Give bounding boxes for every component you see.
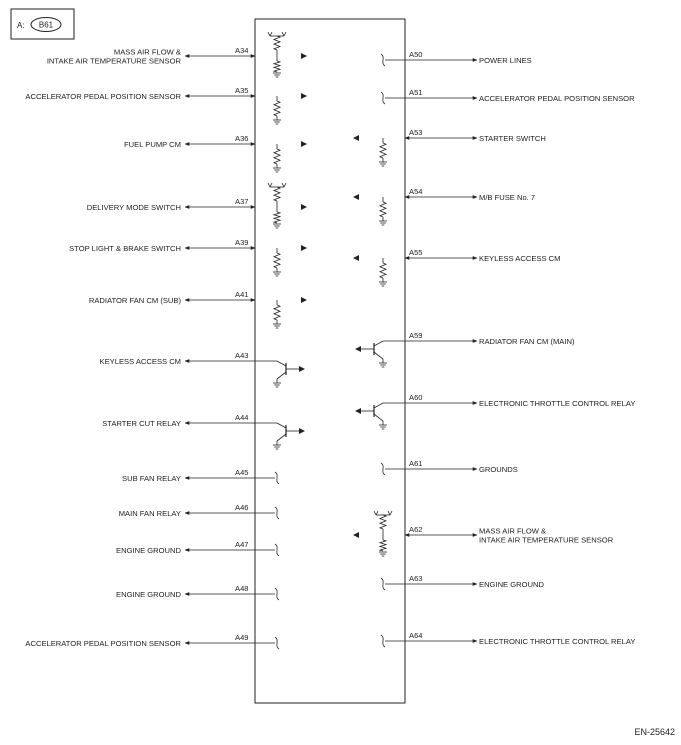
- right-pin-group: [353, 50, 635, 647]
- figure-id: EN-25642: [634, 727, 675, 737]
- connector-code: B61: [38, 20, 54, 30]
- pin-number: A45: [235, 468, 249, 477]
- pin-label: MAIN FAN RELAY: [118, 509, 181, 518]
- pin-number: A53: [409, 128, 423, 137]
- left-pin-group: [25, 32, 307, 649]
- pin-label: ENGINE GROUND: [116, 546, 181, 555]
- pin-a51: [381, 88, 635, 104]
- pin-number: A37: [235, 197, 249, 206]
- pin-label: FUEL PUMP CM: [124, 140, 181, 149]
- connector-prefix: A:: [17, 21, 25, 30]
- connector-reference: [11, 9, 74, 39]
- pin-a63: [381, 574, 544, 590]
- pin-a64: [381, 631, 635, 647]
- pin-a53: [353, 128, 546, 166]
- pin-label: KEYLESS ACCESS CM: [479, 254, 561, 263]
- pin-number: A60: [409, 393, 423, 402]
- pin-label: MASS AIR FLOW &: [479, 526, 547, 536]
- pin-number: A34: [235, 46, 249, 55]
- pin-a62: [353, 511, 614, 556]
- pin-a61: [381, 459, 518, 475]
- pin-a35: [25, 86, 307, 124]
- pin-label: DELIVERY MODE SWITCH: [86, 203, 181, 212]
- pin-label: STARTER SWITCH: [479, 134, 546, 143]
- pin-label: ENGINE GROUND: [116, 590, 181, 599]
- pin-label: STARTER CUT RELAY: [102, 419, 181, 428]
- pin-label: M/B FUSE No. 7: [479, 193, 536, 202]
- pin-label: ENGINE GROUND: [479, 580, 544, 589]
- pin-label: RADIATOR FAN CM (MAIN): [479, 337, 575, 346]
- pin-label: KEYLESS ACCESS CM: [99, 357, 181, 366]
- pin-label: GROUNDS: [479, 465, 518, 474]
- pin-label: ACCELERATOR PEDAL POSITION SENSOR: [25, 92, 181, 101]
- pin-number: A50: [409, 50, 423, 59]
- pin-a44: [102, 413, 305, 449]
- pin-a34: [47, 32, 307, 77]
- pin-number: A49: [235, 633, 249, 642]
- pin-a37: [87, 183, 307, 228]
- pin-a50: [381, 50, 532, 66]
- pin-number: A39: [235, 238, 249, 247]
- pin-number: A61: [409, 459, 423, 468]
- pin-label: STOP LIGHT & BRAKE SWITCH: [69, 244, 181, 253]
- pin-number: A63: [409, 574, 423, 583]
- pin-number: A54: [409, 187, 423, 196]
- pin-label: ELECTRONIC THROTTLE CONTROL RELAY: [479, 399, 636, 408]
- pin-a54: [353, 187, 535, 225]
- pin-a41: [89, 290, 307, 328]
- pin-a55: [353, 248, 560, 286]
- pin-number: A62: [409, 525, 423, 534]
- pin-label: MASS AIR FLOW &: [113, 47, 181, 57]
- pin-number: A48: [235, 584, 249, 593]
- pin-a49: [25, 633, 279, 649]
- pin-label: INTAKE AIR TEMPERATURE SENSOR: [479, 535, 614, 545]
- pin-label: INTAKE AIR TEMPERATURE SENSOR: [46, 56, 181, 66]
- pin-a36: [124, 134, 307, 172]
- pin-a60: [355, 393, 635, 429]
- pin-label: SUB FAN RELAY: [122, 474, 181, 483]
- pin-number: A35: [235, 86, 249, 95]
- pin-number: A64: [409, 631, 423, 640]
- pin-number: A44: [235, 413, 249, 422]
- pin-number: A51: [409, 88, 423, 97]
- pin-label: RADIATOR FAN CM (SUB): [88, 296, 181, 305]
- pin-number: A55: [409, 248, 423, 257]
- pin-label: ACCELERATOR PEDAL POSITION SENSOR: [25, 639, 181, 648]
- pin-number: A59: [409, 331, 423, 340]
- pin-a39: [69, 238, 307, 276]
- pin-a43: [100, 351, 305, 387]
- pin-number: A36: [235, 134, 249, 143]
- pin-label: ELECTRONIC THROTTLE CONTROL RELAY: [479, 637, 636, 646]
- pin-number: A46: [235, 503, 249, 512]
- pin-label: ACCELERATOR PEDAL POSITION SENSOR: [479, 94, 635, 103]
- pin-a59: [355, 331, 575, 367]
- pin-number: A43: [235, 351, 249, 360]
- pin-number: A47: [235, 540, 249, 549]
- pin-number: A41: [235, 290, 249, 299]
- pin-label: POWER LINES: [479, 56, 532, 65]
